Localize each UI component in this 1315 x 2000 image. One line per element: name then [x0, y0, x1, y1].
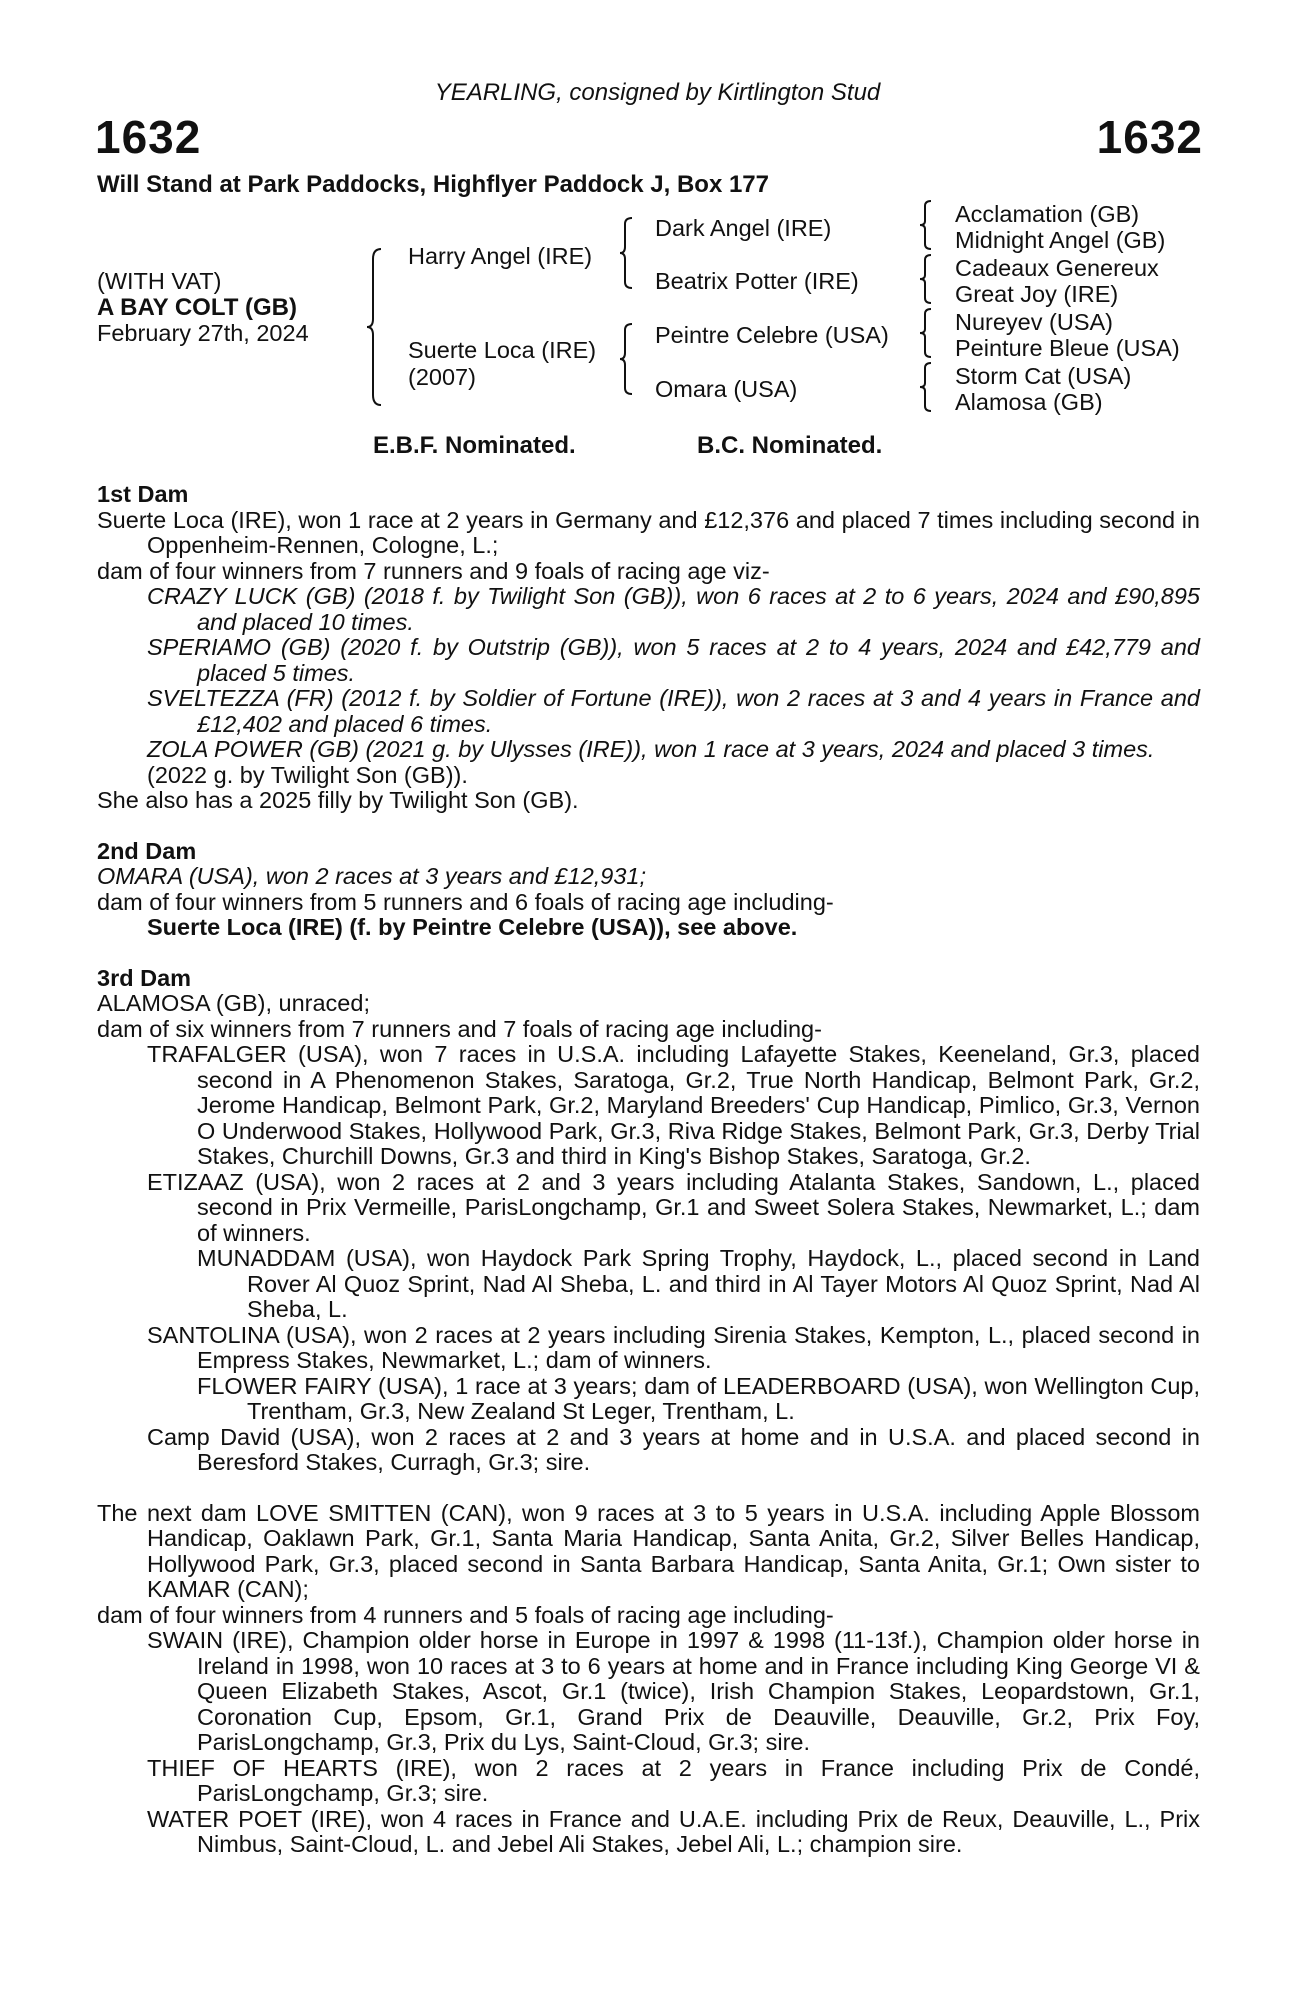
pedigree-g3-1: Acclamation (GB) — [955, 201, 1140, 227]
produce-entry: FLOWER FAIRY (USA), 1 race at 3 years; dam of LEADERBOARD (USA), won Wellington Cup, Trentham, Gr.3, New Zealand St Leger, Trentham, L. — [197, 1372, 1200, 1424]
next-dam-record: The next dam LOVE SMITTEN (CAN), won 9 races at 3 to 5 years in U.S.A. including Apple Blossom Handicap, Oaklawn Park, Gr.1, Santa Maria Handicap, Santa Anita, Gr.2, Silver Belles Handicap, Hollywood Park, Gr.3, placed second in Santa Barbara Handicap, Santa Anita, Gr.1; Own sister to KAMAR (CAN); — [97, 1499, 1200, 1602]
vat-note: (WITH VAT) — [97, 268, 222, 294]
produce-entry: ZOLA POWER (GB) (2021 g. by Ulysses (IRE)), won 1 race at 3 years, 2024 and placed 3 times. — [147, 736, 1155, 762]
bc-nomination: B.C. Nominated. — [697, 432, 883, 459]
next-dam-produce-summary: dam of four winners from 4 runners and 5 foals of racing age including- — [97, 1601, 834, 1628]
pedigree-g3-6: Peinture Bleue (USA) — [955, 335, 1180, 361]
pedigree-bracket-sire — [620, 216, 636, 290]
pedigree-bracket-g2 — [920, 253, 934, 305]
produce-entry: SANTOLINA (USA), won 2 races at 2 years including Sirenia Stakes, Kempton, L., placed second in Empress Stakes, Newmarket, L.; dam of winners. — [147, 1321, 1200, 1373]
third-dam-record: ALAMOSA (GB), unraced; — [97, 990, 370, 1016]
pedigree-g3-4: Great Joy (IRE) — [955, 281, 1119, 307]
produce-entry: (2022 g. by Twilight Son (GB)). — [147, 761, 468, 788]
produce-entry: SWAIN (IRE), Champion older horse in Europe in 1997 & 1998 (11-13f.), Champion older horse in Ireland in 1998, won 10 races at 3 to 6 years at home and in France including King George VI & Queen Elizabeth Stakes, Ascot, Gr.1 (twice), Irish Champion Stakes, Leopardstown, Gr.1, Coronation Cup, Epsom, Gr.1, Grand Prix de Deauville, Deauville, Gr.2, Prix Foy, ParisLongchamp, Gr.3, Prix du Lys, Saint-Cloud, Gr.3; sire. — [147, 1627, 1200, 1755]
horse-name: A BAY COLT (GB) — [97, 294, 298, 321]
first-dam-produce-summary: dam of four winners from 7 runners and 9 foals of racing age viz- — [97, 557, 770, 584]
dam-line-body — [97, 482, 1200, 1858]
pedigree-g3-5: Nureyev (USA) — [955, 309, 1114, 335]
produce-entry: WATER POET (IRE), won 4 races in France and U.A.E. including Prix de Reux, Deauville, L., Prix Nimbus, Saint-Cloud, L. and Jebel Ali Stakes, Jebel Ali, L.; champion sire. — [147, 1805, 1200, 1857]
pedigree-dam-dam: Omara (USA) — [655, 376, 798, 402]
produce-entry: MUNADDAM (USA), won Haydock Park Spring Trophy, Haydock, L., placed second in Land Rover Al Quoz Sprint, Nad Al Sheba, L. and third in Al Tayer Motors Al Quoz Sprint, Nad Al Sheba, L. — [197, 1245, 1200, 1322]
produce-entry: SVELTEZZA (FR) (2012 f. by Soldier of Fortune (IRE)), won 2 races at 3 and 4 years in France and £12,402 and placed 6 times. — [147, 685, 1200, 737]
pedigree-sire-dam: Beatrix Potter (IRE) — [655, 268, 859, 294]
pedigree-bracket-main — [367, 247, 387, 407]
pedigree-sire: Harry Angel (IRE) — [408, 243, 593, 269]
second-dam-heading: 2nd Dam — [97, 837, 197, 864]
foaling-date: February 27th, 2024 — [97, 320, 309, 346]
first-dam-note: She also has a 2025 filly by Twilight Son (GB). — [97, 787, 579, 813]
pedigree-g3-7: Storm Cat (USA) — [955, 363, 1132, 389]
lot-number-left: 1632 — [95, 111, 202, 163]
produce-entry: Camp David (USA), won 2 races at 2 and 3 years at home and in U.S.A. and placed second in Beresford Stakes, Curragh, Gr.3; sire. — [147, 1423, 1200, 1475]
third-dam-produce-summary: dam of six winners from 7 runners and 7 foals of racing age including- — [97, 1015, 822, 1042]
produce-entry: Suerte Loca (IRE) (f. by Peintre Celebre (USA)), see above. — [147, 914, 798, 940]
produce-entry: TRAFALGER (USA), won 7 races in U.S.A. including Lafayette Stakes, Keeneland, Gr.3, placed second in A Phenomenon Stakes, Saratoga, Gr.2, True North Handicap, Belmont Park, Gr.2, Jerome Handicap, Belmont Park, Gr.2, Maryland Breeders' Cup Handicap, Pimlico, Gr.3, Vernon O Underwood Stakes, Hollywood Park, Gr.3, Riva Ridge Stakes, Belmont Park, Gr.3, Derby Trial Stakes, Churchill Downs, Gr.3 and third in King's Bishop Stakes, Saratoga, Gr.2. — [147, 1041, 1200, 1169]
pedigree-bracket-g1 — [920, 199, 934, 251]
pedigree-bracket-dam — [620, 322, 636, 396]
stable-location: Will Stand at Park Paddocks, Highflyer Paddock J, Box 177 — [97, 171, 769, 198]
pedigree-g3-8: Alamosa (GB) — [955, 389, 1103, 415]
pedigree-dam: Suerte Loca (IRE) — [408, 337, 597, 363]
third-dam-heading: 3rd Dam — [97, 964, 192, 991]
first-dam-heading: 1st Dam — [97, 481, 189, 507]
first-dam-record: Suerte Loca (IRE), won 1 race at 2 years in Germany and £12,376 and placed 7 times including second in Oppenheim-Rennen, Cologne, L.; — [97, 506, 1200, 558]
consignor-line: YEARLING, consigned by Kirtlington Stud — [434, 79, 881, 106]
lot-number-right: 1632 — [1096, 111, 1203, 163]
produce-entry: THIEF OF HEARTS (IRE), won 2 races at 2 years in France including Prix de Condé, ParisLongchamp, Gr.3; sire. — [147, 1754, 1200, 1806]
second-dam-record: OMARA (USA), won 2 races at 3 years and £12,931; — [97, 863, 647, 889]
pedigree-bracket-g3 — [920, 307, 934, 359]
pedigree-dam-sire: Peintre Celebre (USA) — [655, 322, 889, 348]
pedigree-bracket-g4 — [920, 361, 934, 413]
pedigree-g3-3: Cadeaux Genereux — [955, 255, 1159, 281]
produce-entry: CRAZY LUCK (GB) (2018 f. by Twilight Son (GB)), won 6 races at 2 to 6 years, 2024 and £90,895 and placed 10 times. — [147, 583, 1200, 635]
pedigree-dam-year: (2007) — [408, 364, 476, 390]
produce-entry: SPERIAMO (GB) (2020 f. by Outstrip (GB)), won 5 races at 2 to 4 years, 2024 and £42,779 and placed 5 times. — [147, 634, 1200, 686]
produce-entry: ETIZAAZ (USA), won 2 races at 2 and 3 years including Atalanta Stakes, Sandown, L., placed second in Prix Vermeille, ParisLongchamp, Gr.1 and Sweet Solera Stakes, Newmarket, L.; dam of winners. — [147, 1168, 1200, 1246]
pedigree-g3-2: Midnight Angel (GB) — [955, 227, 1166, 253]
ebf-nomination: E.B.F. Nominated. — [373, 432, 576, 459]
pedigree-sire-sire: Dark Angel (IRE) — [655, 215, 832, 241]
second-dam-produce-summary: dam of four winners from 5 runners and 6 foals of racing age including- — [97, 888, 834, 915]
